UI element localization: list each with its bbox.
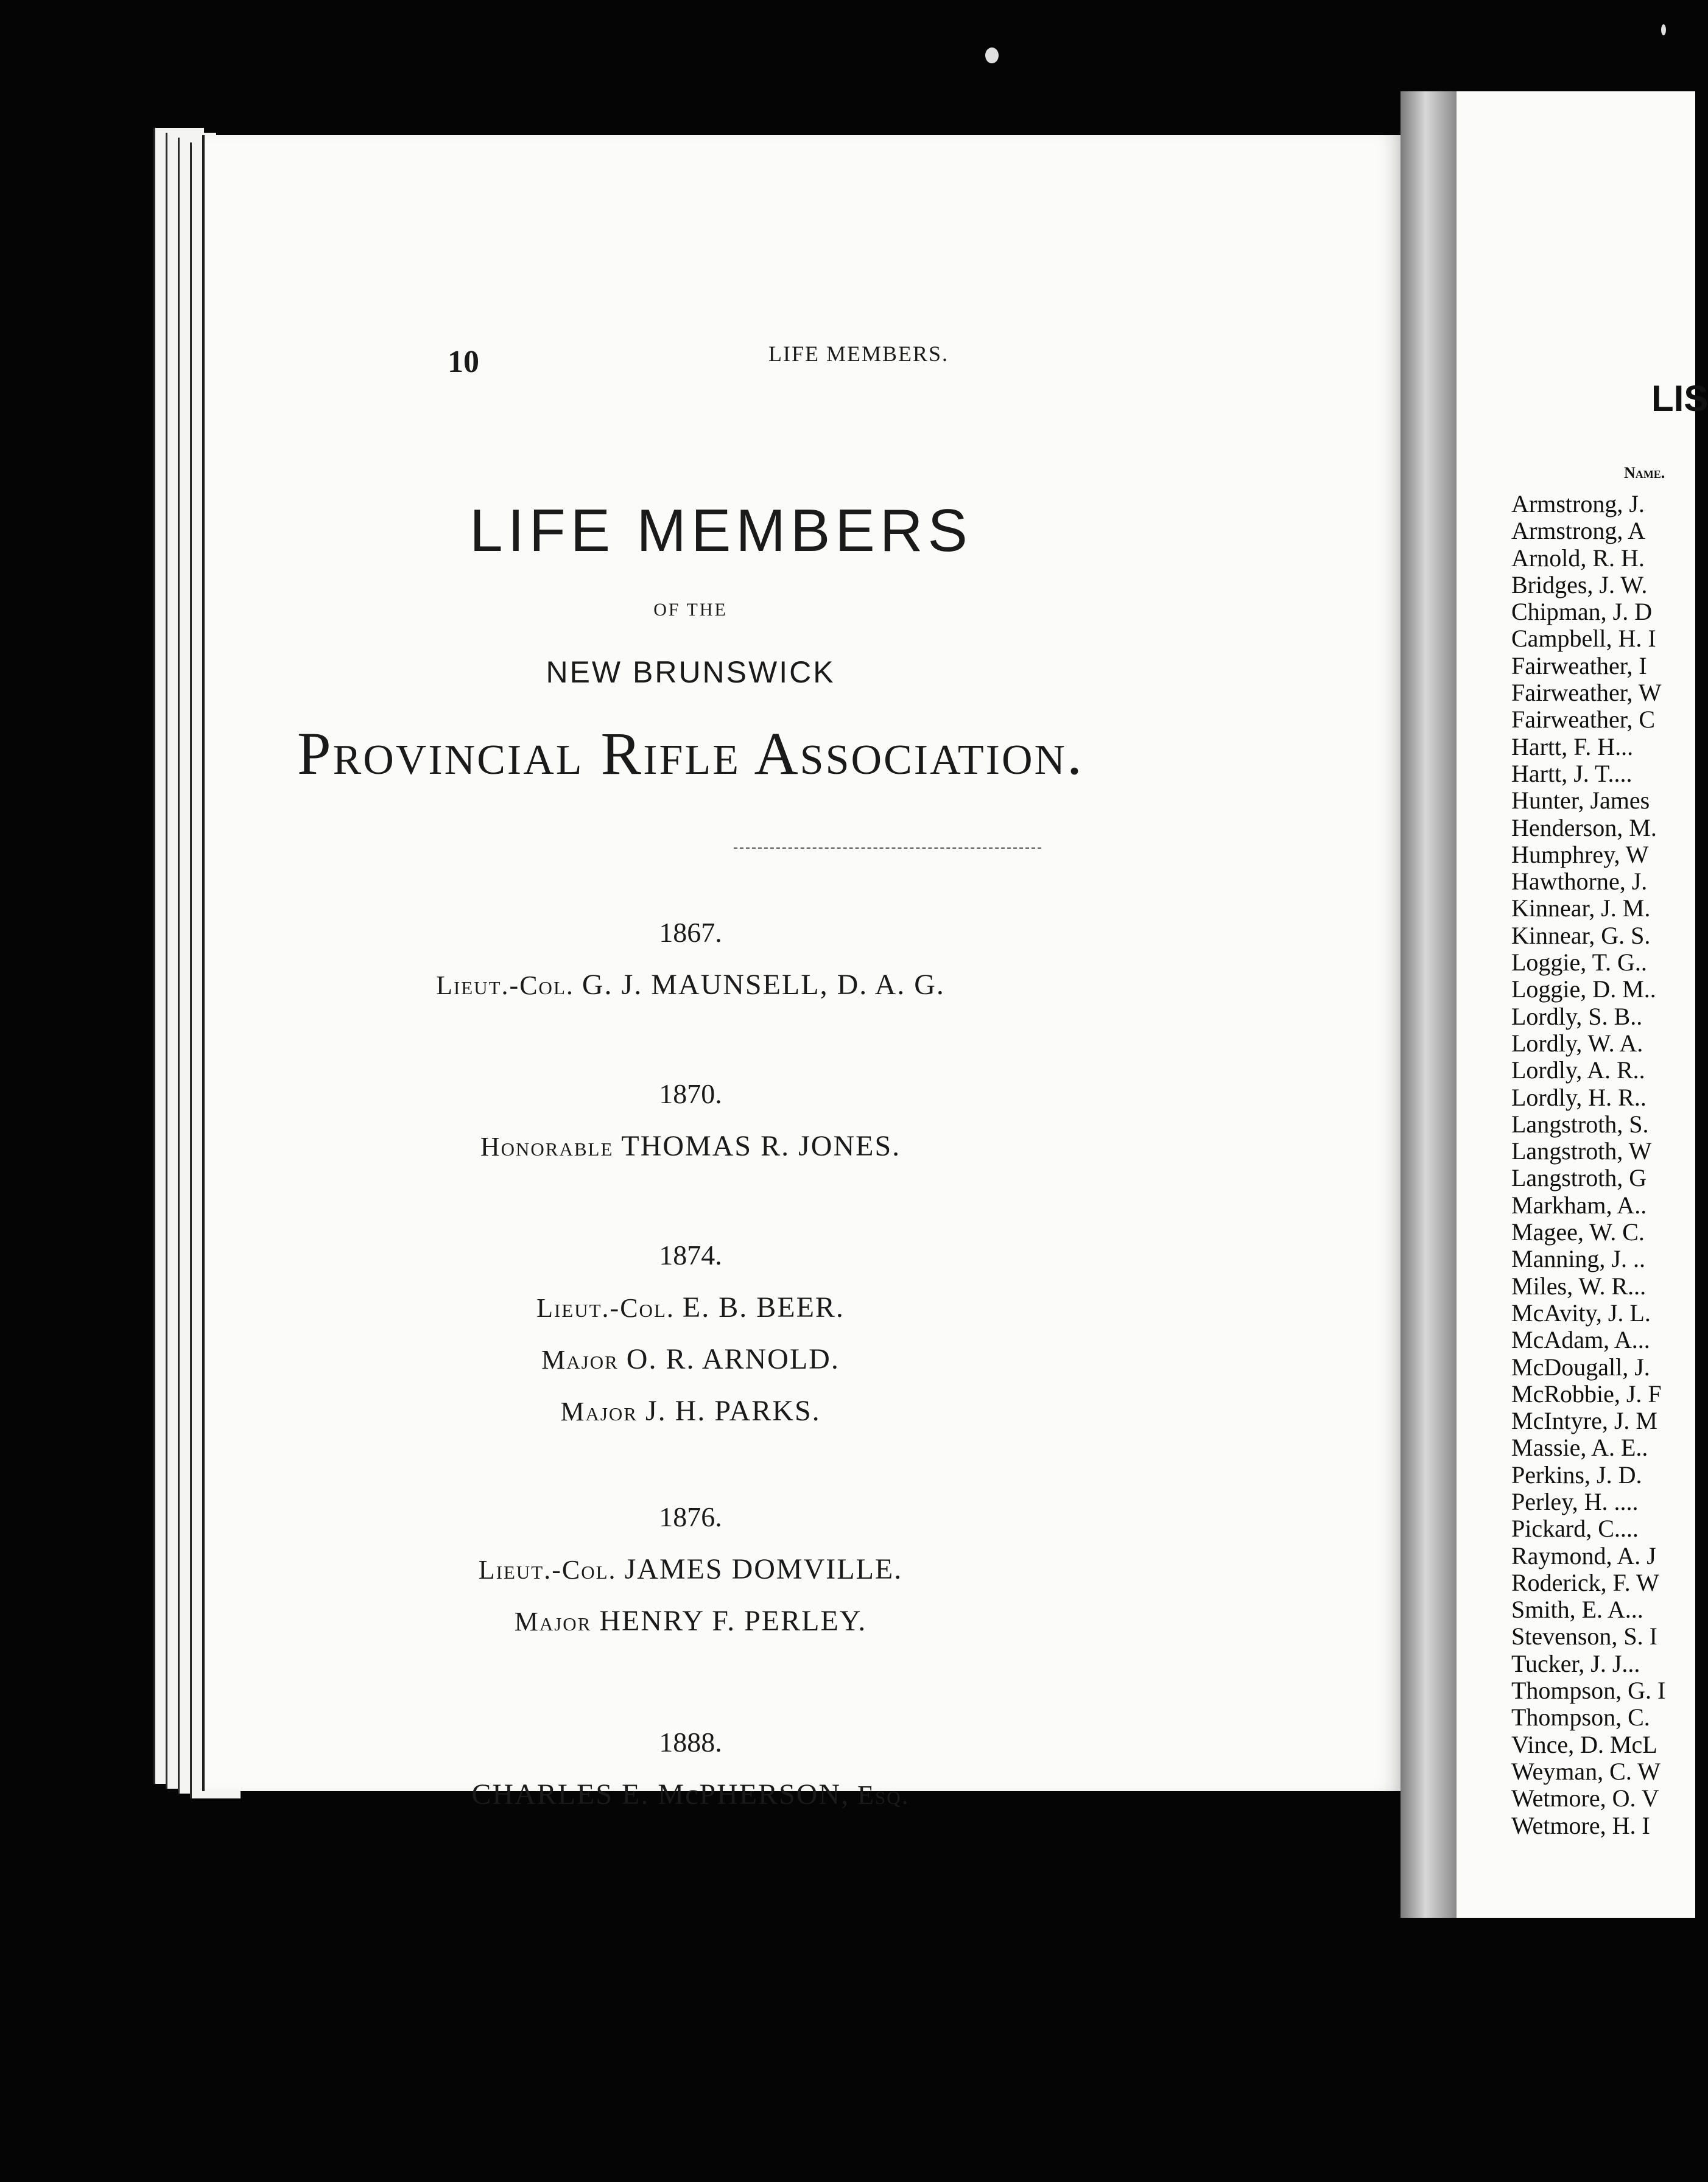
year-heading: 1888. (659, 1727, 722, 1758)
member-suffix: Esq. (849, 1780, 910, 1810)
member-name-row: Thompson, C. (1511, 1703, 1650, 1731)
member-name-row: Perley, H. .... (1511, 1487, 1639, 1515)
member-name-row: Humphrey, W (1511, 840, 1649, 868)
life-member-entry (91, 1604, 1290, 1638)
member-name-row: Thompson, G. I (1511, 1677, 1666, 1705)
member-name-row: Fairweather, W (1511, 679, 1662, 707)
life-member-entry (91, 1394, 1290, 1428)
running-head: LIFE MEMBERS. (768, 342, 949, 366)
member-name-row: Miles, W. R... (1511, 1272, 1646, 1300)
member-name-row: Armstrong, A (1511, 517, 1645, 545)
member-name-row: Loggie, T. G.. (1511, 949, 1647, 977)
member-name-row: Smith, E. A... (1511, 1596, 1643, 1624)
book-gutter (1400, 91, 1457, 1918)
member-name: THOMAS R. JONES. (621, 1130, 901, 1162)
right-page-title: LIS (1651, 378, 1708, 419)
member-name-row: Raymond, A. J (1511, 1542, 1656, 1570)
member-rank: Major (541, 1345, 627, 1375)
life-member-entry (91, 1342, 1290, 1376)
member-name-row: Lordly, A. R.. (1511, 1056, 1645, 1084)
member-name-row: Bridges, J. W. (1511, 570, 1648, 598)
member-name-row: Massie, A. E.. (1511, 1434, 1648, 1462)
member-name-row: Langstroth, S. (1511, 1110, 1649, 1138)
member-name-row: Hartt, J. T.... (1511, 759, 1632, 787)
life-member-entry (91, 1778, 1290, 1811)
title-connector: OF THE (653, 600, 728, 620)
member-name-row: Loggie, D. M.. (1511, 975, 1656, 1003)
member-name-row: Arnold, R. H. (1511, 544, 1645, 572)
member-name-row: Langstroth, W (1511, 1137, 1652, 1165)
member-name-row: Stevenson, S. I (1511, 1622, 1657, 1651)
page-number: 10 (448, 345, 479, 379)
dust-speck (985, 47, 999, 63)
member-name-row: McIntyre, J. M (1511, 1407, 1657, 1435)
name-column-heading: Name. (1624, 464, 1665, 482)
member-name-row: Campbell, H. I (1511, 625, 1656, 653)
life-member-entry (91, 968, 1290, 1002)
life-member-entry (91, 1291, 1290, 1324)
member-name-row: Wetmore, O. V (1511, 1784, 1659, 1812)
right-page (1457, 91, 1708, 1918)
member-name-row: Tucker, J. J... (1511, 1649, 1640, 1677)
left-page (202, 135, 1403, 1791)
member-rank: Major (514, 1607, 600, 1636)
member-name-row: Perkins, J. D. (1511, 1461, 1642, 1489)
year-heading: 1870. (659, 1078, 722, 1109)
member-name-row: McAdam, A... (1511, 1326, 1650, 1354)
member-name-row: Magee, W. C. (1511, 1218, 1645, 1246)
member-name-row: Fairweather, I (1511, 651, 1647, 679)
section-divider (734, 847, 1041, 849)
member-name: CHARLES E. McPHERSON, (471, 1778, 850, 1811)
organization-name: NEW BRUNSWICK (546, 655, 835, 689)
member-name-row: Vince, D. McL (1511, 1730, 1657, 1758)
member-name-row: Armstrong, J. (1511, 490, 1645, 517)
year-heading: 1876. (659, 1501, 722, 1532)
member-name-row: Lordly, H. R.. (1511, 1083, 1646, 1111)
page-title: LIFE MEMBERS (469, 497, 972, 564)
member-rank: Lieut.-Col. (436, 970, 582, 1000)
member-name-row: Kinnear, G. S. (1511, 921, 1651, 949)
member-name: O. R. ARNOLD. (626, 1343, 840, 1375)
member-name-row: Hunter, James (1511, 787, 1650, 815)
member-name-list (1511, 491, 1665, 1839)
member-name-row: Lordly, W. A. (1511, 1029, 1643, 1057)
member-name-row: McRobbie, J. F (1511, 1380, 1662, 1408)
member-name-row: McDougall, J. (1511, 1353, 1650, 1381)
life-member-entry (91, 1552, 1290, 1586)
member-name: JAMES DOMVILLE. (624, 1553, 903, 1585)
member-rank: Major (560, 1397, 645, 1426)
member-name-row: Kinnear, J. M. (1511, 894, 1651, 922)
member-rank: Honorable (480, 1132, 622, 1162)
year-heading: 1867. (659, 917, 722, 948)
member-rank: Lieut.-Col. (536, 1293, 683, 1323)
association-name: Provincial Rifle Association. (297, 720, 1084, 787)
member-name-row: Wetmore, H. I (1511, 1811, 1650, 1839)
year-heading: 1874. (659, 1240, 722, 1271)
member-name-row: Pickard, C.... (1511, 1515, 1639, 1543)
member-name-row: Weyman, C. W (1511, 1757, 1661, 1785)
life-member-entry (91, 1129, 1290, 1163)
member-name: E. B. BEER. (682, 1291, 845, 1324)
member-name-row: Fairweather, C (1511, 706, 1656, 734)
member-name-row: Henderson, M. (1511, 813, 1657, 841)
member-name-row: Lordly, S. B.. (1511, 1002, 1643, 1030)
member-rank: Lieut.-Col. (478, 1555, 625, 1585)
member-name: J. H. PARKS. (645, 1395, 821, 1427)
member-name: HENRY F. PERLEY. (599, 1605, 867, 1637)
member-name: G. J. MAUNSELL, D. A. G. (582, 969, 945, 1001)
member-name-row: Chipman, J. D (1511, 598, 1653, 626)
member-name-row: Hartt, F. H... (1511, 732, 1634, 760)
member-name-row: Manning, J. .. (1511, 1245, 1645, 1273)
member-name-row: Hawthorne, J. (1511, 868, 1648, 896)
member-name-row: Markham, A.. (1511, 1191, 1647, 1219)
member-name-row: Langstroth, G (1511, 1164, 1647, 1192)
dust-speck (1661, 24, 1666, 35)
member-name-row: McAvity, J. L. (1511, 1299, 1651, 1327)
member-name-row: Roderick, F. W (1511, 1568, 1659, 1596)
